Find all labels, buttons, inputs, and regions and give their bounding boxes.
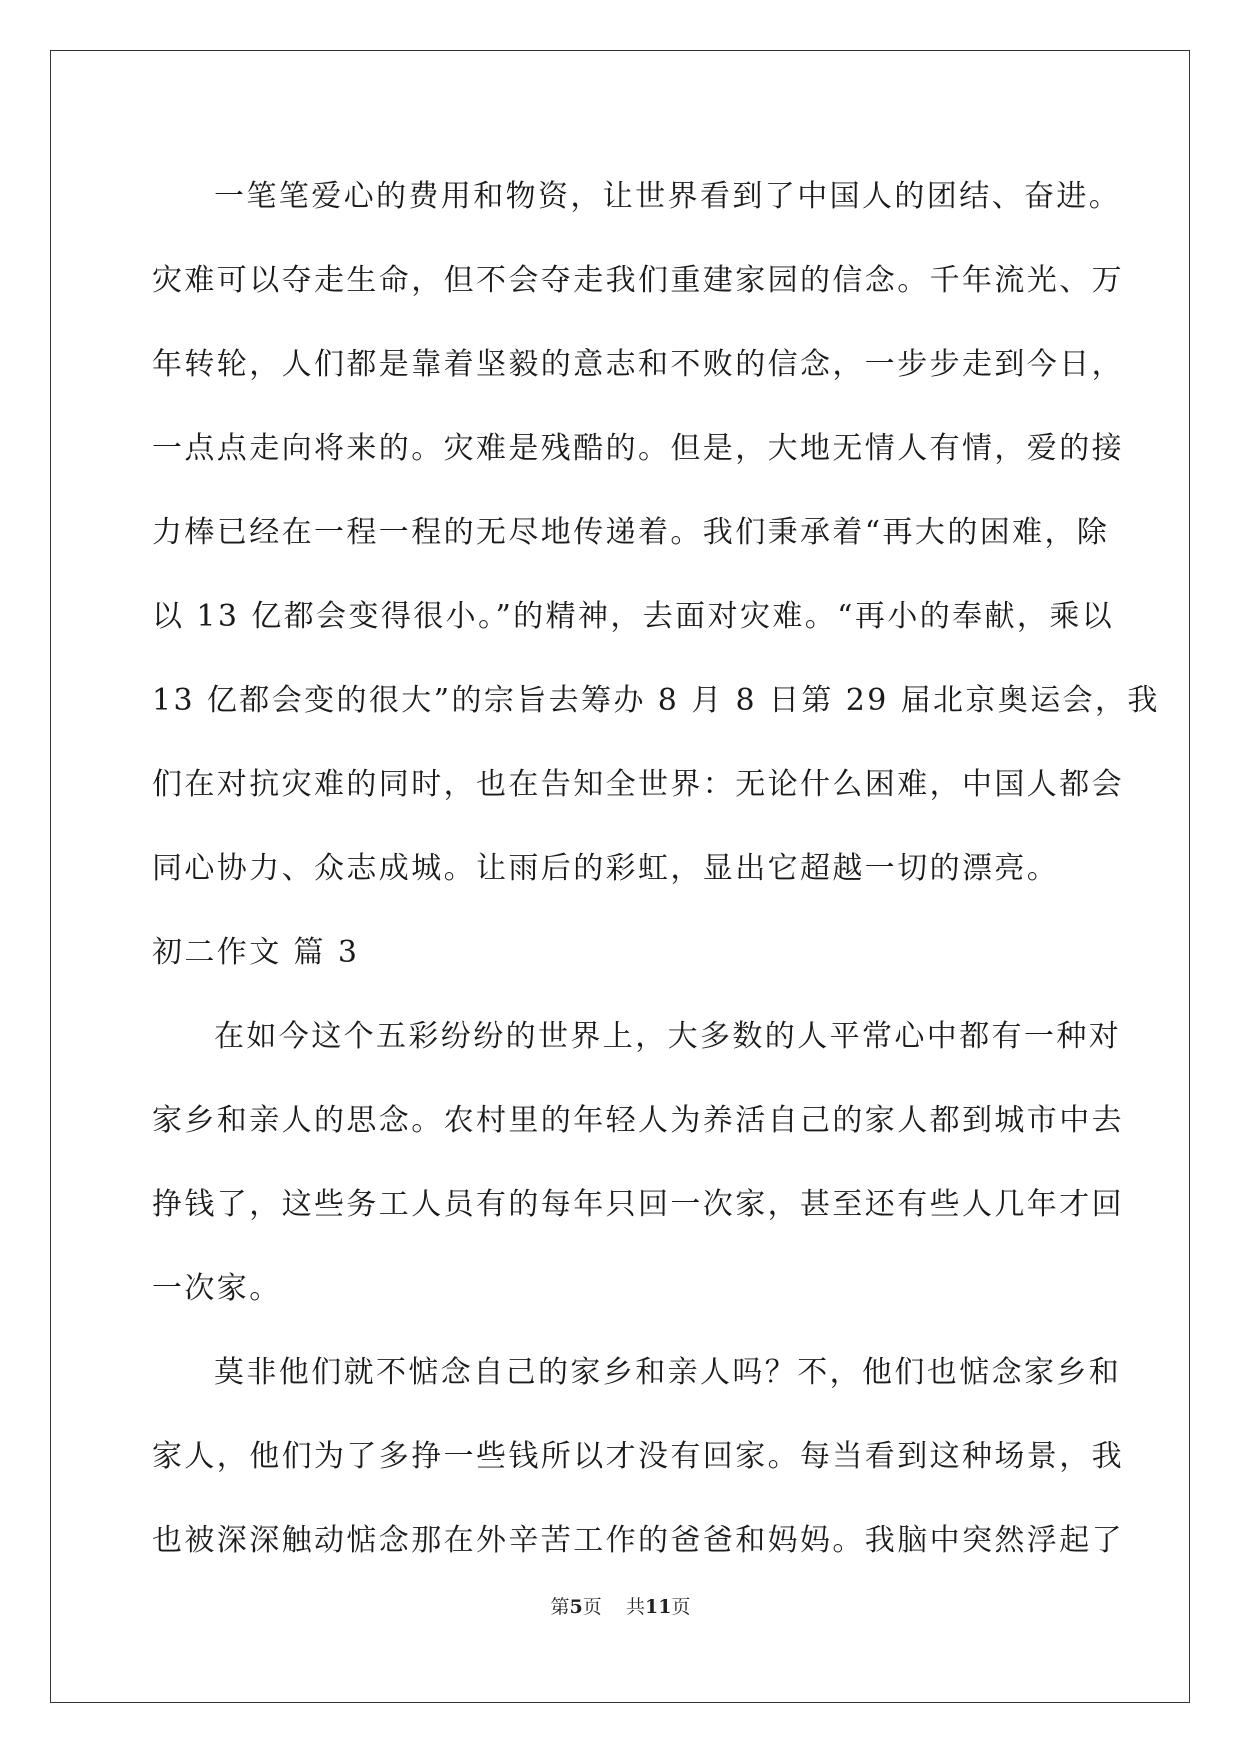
paragraph-line: 莫非他们就不惦念自己的家乡和亲人吗？不，他们也惦念家乡和 — [214, 1355, 1122, 1390]
paragraph-line: 灾难可以夺走生命，但不会夺走我们重建家园的信念。千年流光、万 — [152, 263, 1124, 298]
paragraph-line: 一笔笔爱心的费用和物资，让世界看到了中国人的团结、奋进。 — [214, 179, 1122, 214]
paragraph-line: 一点点走向将来的。灾难是残酷的。但是，大地无情人有情，爱的接 — [152, 431, 1124, 466]
paragraph-line: 力棒已经在一程一程的无尽地传递着。我们秉承着“再大的困难，除 — [152, 515, 1110, 550]
paragraph-line: 家乡和亲人的思念。农村里的年轻人为养活自己的家人都到城市中去 — [152, 1103, 1124, 1138]
paragraph-line: 以 13 亿都会变得很小。”的精神，去面对灾难。“再小的奉献，乘以 — [152, 599, 1115, 634]
paragraph-line: 年转轮，人们都是靠着坚毅的意志和不败的信念，一步步走到今日， — [152, 347, 1124, 382]
paragraph-line: 同心协力、众志成城。让雨后的彩虹，显出它超越一切的漂亮。 — [152, 851, 1060, 886]
page-footer — [0, 1592, 1241, 1619]
footer-total-prefix: 共 — [625, 1596, 645, 1618]
paragraph-line: 家人，他们为了多挣一些钱所以才没有回家。每当看到这种场景，我 — [152, 1439, 1124, 1474]
paragraph-3 — [152, 1331, 1124, 1583]
paragraph-line: 们在对抗灾难的同时，也在告知全世界：无论什么困难，中国人都会 — [152, 767, 1124, 802]
paragraph-line: 一次家。 — [152, 1271, 282, 1306]
paragraph-2 — [152, 995, 1124, 1331]
section-heading: 初二作文 篇 3 — [152, 935, 360, 970]
footer-prefix: 第 — [550, 1596, 570, 1618]
footer-page-word: 页 — [582, 1596, 602, 1618]
paragraph-line: 在如今这个五彩纷纷的世界上，大多数的人平常心中都有一种对 — [214, 1019, 1122, 1054]
current-page-number: 5 — [569, 1596, 583, 1618]
document-body — [152, 155, 1160, 1583]
paragraph-line: 也被深深触动惦念那在外辛苦工作的爸爸和妈妈。我脑中突然浮起了 — [152, 1523, 1124, 1558]
paragraph-line: 挣钱了，这些务工人员有的每年只回一次家，甚至还有些人几年才回 — [152, 1187, 1124, 1222]
paragraph-1 — [152, 155, 1160, 911]
paragraph-line: 13 亿都会变的很大”的宗旨去筹办 8 月 8 日第 29 届北京奥运会，我 — [152, 683, 1160, 718]
total-pages-number: 11 — [644, 1596, 672, 1618]
footer-total-suffix: 页 — [671, 1596, 691, 1618]
